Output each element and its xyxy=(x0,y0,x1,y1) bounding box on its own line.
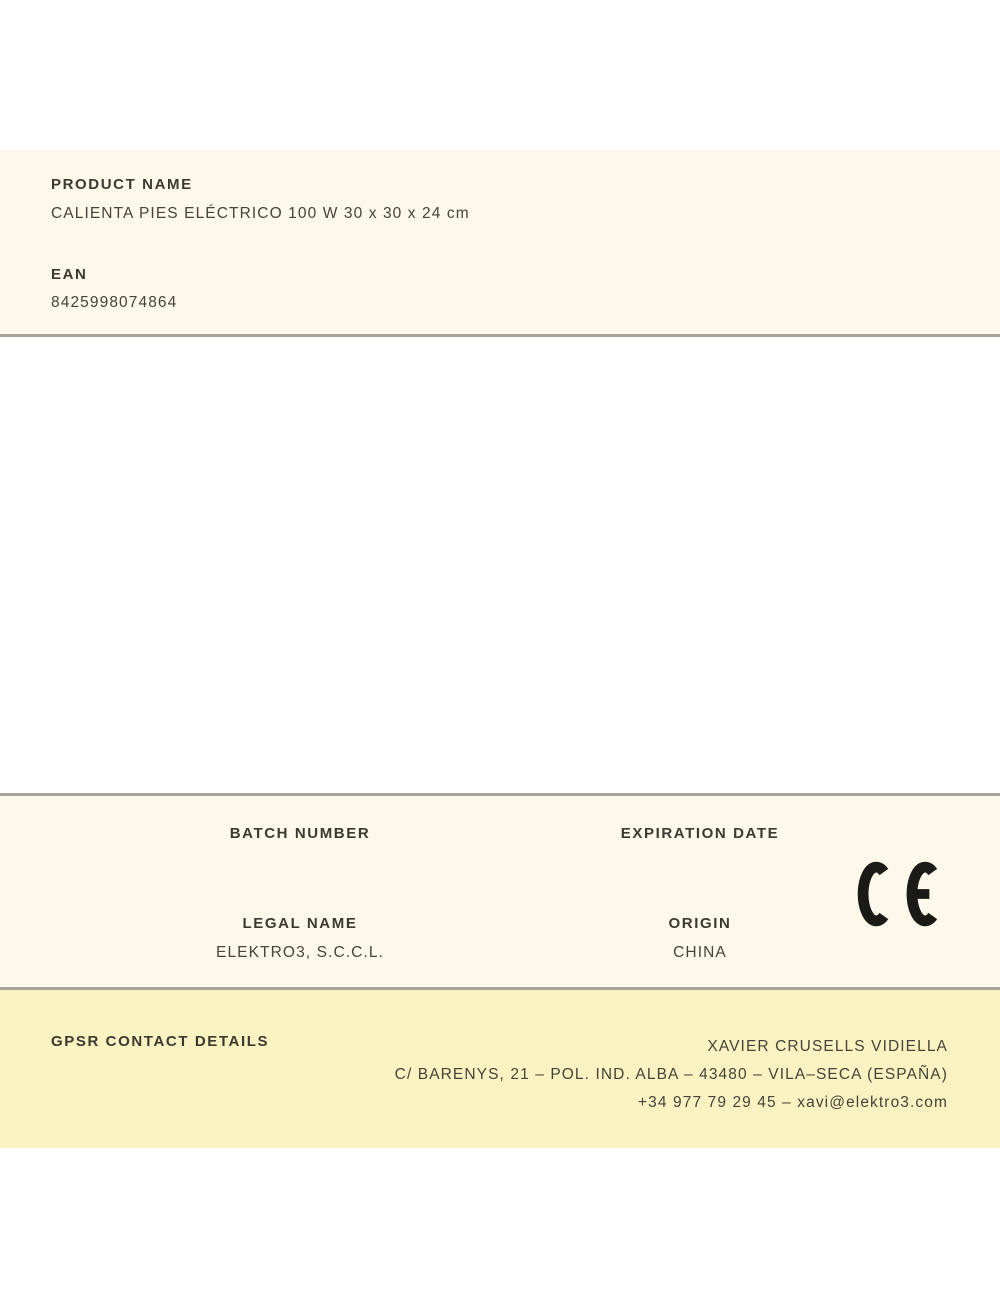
expiration-date-label: EXPIRATION DATE xyxy=(620,825,780,842)
product-name-group xyxy=(51,177,949,222)
batch-legal-section xyxy=(0,793,1000,990)
gpsr-title: GPSR CONTACT DETAILS xyxy=(51,1033,270,1050)
ean-value: 8425998074864 xyxy=(51,294,178,311)
legal-name-label: LEGAL NAME xyxy=(242,915,358,932)
batch-legal-column xyxy=(140,796,460,987)
product-info-section xyxy=(0,150,1000,337)
gpsr-contact-address: C/ BARENYS, 21 – POL. IND. ALBA – 43480 – VILA–SECA (ESPAÑA) xyxy=(394,1066,948,1083)
legal-name-value: ELEKTRO3, S.C.C.L. xyxy=(216,944,384,961)
gpsr-contact-block xyxy=(395,1033,948,1117)
batch-number-label: BATCH NUMBER xyxy=(229,825,371,842)
ean-label: EAN xyxy=(51,266,88,283)
origin-label: ORIGIN xyxy=(668,915,732,932)
gpsr-contact-phone-email: +34 977 79 29 45 – xavi@elektro3.com xyxy=(638,1094,948,1111)
ce-mark-icon xyxy=(857,860,945,928)
origin-value: CHINA xyxy=(673,944,727,961)
product-name-value: CALIENTA PIES ELÉCTRICO 100 W 30 x 30 x 24 cm xyxy=(51,205,470,222)
product-name-label: PRODUCT NAME xyxy=(51,176,193,193)
expiration-origin-column xyxy=(540,796,860,987)
gpsr-contact-name: XAVIER CRUSELLS VIDIELLA xyxy=(707,1038,948,1055)
ean-group xyxy=(51,267,949,311)
blank-area xyxy=(0,337,1000,793)
gpsr-section xyxy=(0,990,1000,1148)
